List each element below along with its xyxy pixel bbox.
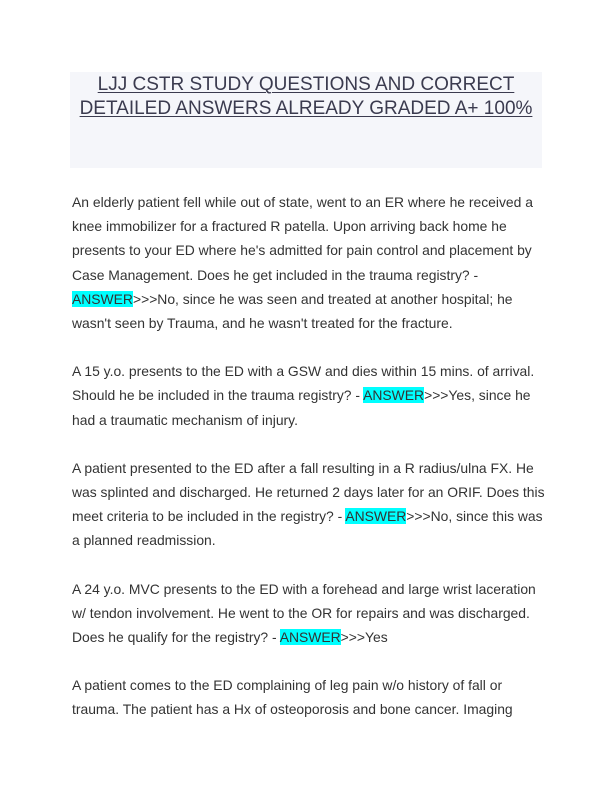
answer-label-highlight: ANSWER [72,290,133,307]
answer-label-highlight: ANSWER [363,387,425,404]
qa-item [72,456,546,553]
qa-item [72,359,546,432]
qa-item [72,577,546,650]
answer-text: >>>No, since he was seen and treated at another hospital; he wasn't seen by Trauma, and he wasn't treated for the fracture. [72,290,513,332]
title-box [70,72,542,168]
document-body [72,190,546,746]
qa-item [72,673,546,721]
answer-label-highlight: ANSWER [345,508,407,525]
question-text: An elderly patient fell while out of state, went to an ER where he received a knee immobilizer for a fractured R patella. Upon arriving back home he presents to your ED where he's admitted for pain control and placement by Case Management. Does he get included in the trauma registry? - [72,194,533,283]
answer-text: >>>Yes, since he had a traumatic mechanism of injury. [72,387,531,428]
question-text: A patient comes to the ED complaining of leg pain w/o history of fall or trauma. The patient has a Hx of osteoporosis and bone cancer. Imaging [72,677,513,718]
question-text: A patient presented to the ED after a fall resulting in a R radius/ulna FX. He was splinted and discharged. He returned 2 days later for an ORIF. Does this meet criteria to be included in the registry? - [72,459,545,525]
answer-text: >>>No, since this was a planned readmission. [72,508,543,549]
answer-label-highlight: ANSWER [279,629,341,646]
document-title: LJJ CSTR STUDY QUESTIONS AND CORRECT DETAILED ANSWERS ALREADY GRADED A+ 100% [79,74,533,119]
answer-text: >>>Yes [340,629,388,646]
question-text: A 15 y.o. presents to the ED with a GSW and dies within 15 mins. of arrival. Should he be included in the trauma registry? - [72,363,535,404]
question-text: A 24 y.o. MVC presents to the ED with a forehead and large wrist laceration w/ tendon involvement. He went to the OR for repairs and was discharged. Does he qualify for the registry? - [72,580,536,646]
qa-item [72,190,546,335]
